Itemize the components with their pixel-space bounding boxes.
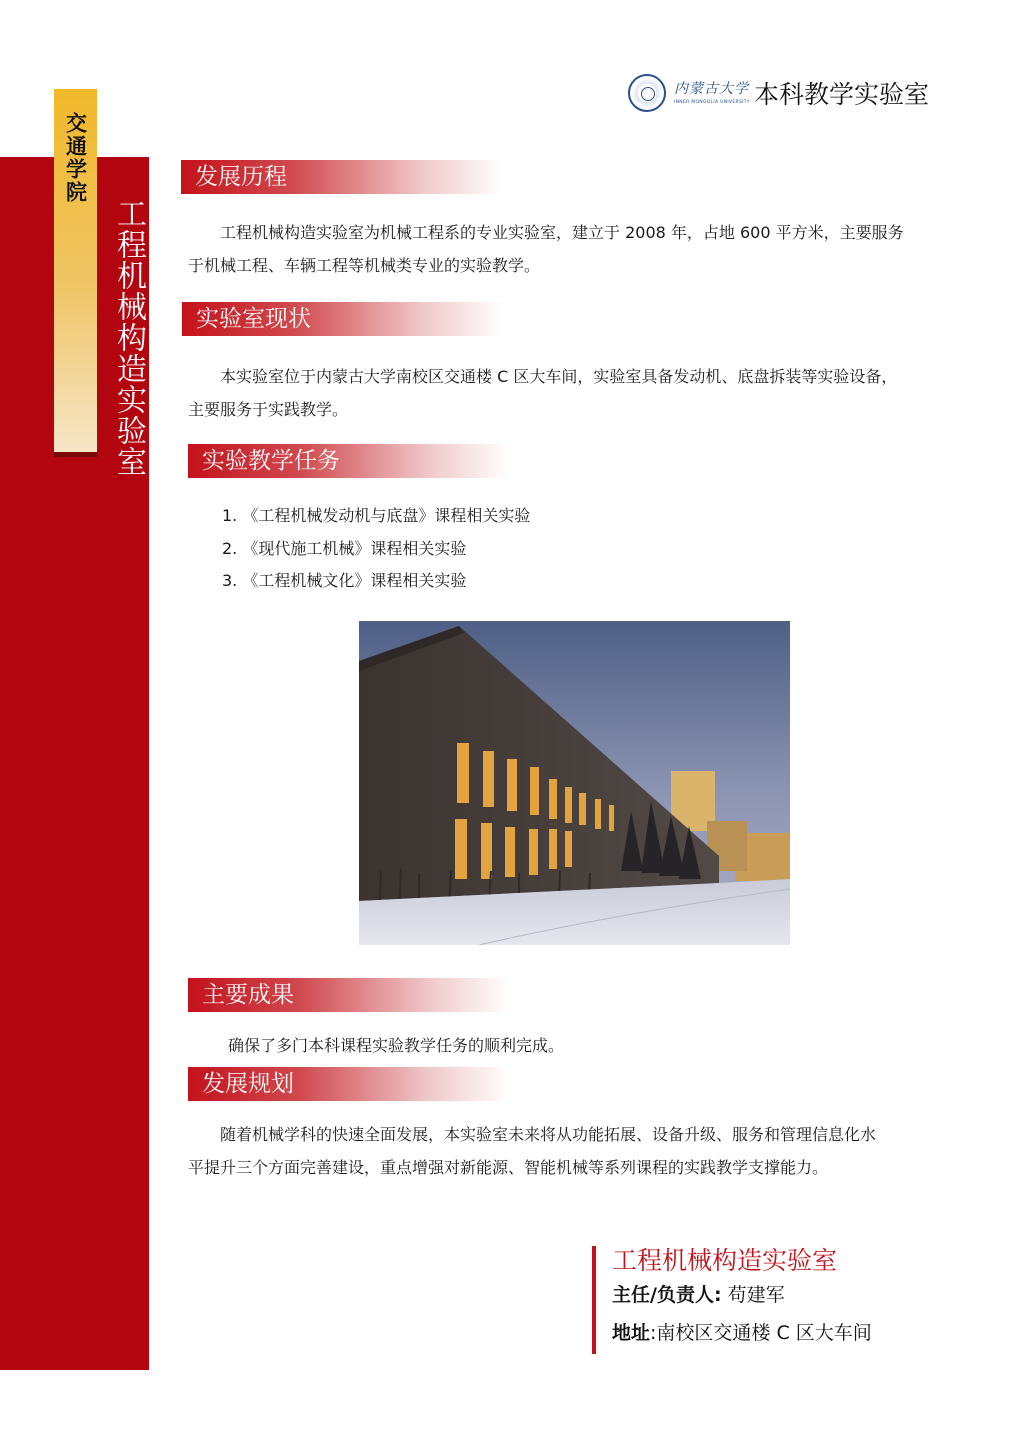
director-label: 主任/负责人: bbox=[612, 1284, 722, 1306]
lab-building-photo bbox=[359, 621, 790, 945]
section-heading-status: 实验室现状 bbox=[182, 302, 504, 336]
university-seal-icon bbox=[628, 74, 666, 112]
contact-card bbox=[592, 1246, 912, 1354]
address-value: :南校区交通楼 C 区大车间 bbox=[650, 1322, 872, 1344]
task-item: 2. 《现代施工机械》课程相关实验 bbox=[222, 538, 467, 558]
achievements-paragraph: 确保了多门本科课程实验教学任务的顺利完成。 bbox=[228, 1036, 565, 1055]
university-logotype bbox=[674, 81, 752, 105]
director-line bbox=[612, 1276, 912, 1314]
section-heading-tasks: 实验教学任务 bbox=[188, 444, 510, 478]
university-english: INNER MONGOLIA UNIVERSITY bbox=[674, 100, 750, 105]
director-name: 苟建军 bbox=[721, 1284, 785, 1306]
college-name: 交通学院 bbox=[63, 112, 89, 204]
address-line bbox=[612, 1314, 912, 1352]
section-heading-history: 发展历程 bbox=[181, 160, 503, 194]
address-label: 地址 bbox=[612, 1322, 651, 1344]
lab-name-vertical: 工程机械构造实验室 bbox=[111, 198, 146, 477]
task-item: 1. 《工程机械发动机与底盘》课程相关实验 bbox=[222, 506, 531, 525]
header-title: 本科教学实验室 bbox=[754, 80, 930, 109]
task-item: 3. 《工程机械文化》课程相关实验 bbox=[222, 571, 467, 590]
history-paragraph: 工程机械构造实验室为机械工程系的专业实验室，建立于 2008 年，占地 600 平方米，主要服务于机械工程、车辆工程等机械类专业的实验教学。 bbox=[188, 223, 904, 275]
plan-paragraph: 随着机械学科的快速全面发展，本实验室未来将从功能拓展、设备升级、服务和管理信息化水平提升三个方面完善建设，重点增强对新能源、智能机械等系列课程的实践教学支撑能力。 bbox=[188, 1125, 877, 1177]
contact-lab-name: 工程机械构造实验室 bbox=[612, 1246, 838, 1275]
status-paragraph: 本实验室位于内蒙古大学南校区交通楼 C 区大车间，实验室具备发动机、底盘拆装等实验设备，主要服务于实践教学。 bbox=[188, 367, 898, 419]
section-heading-plan: 发展规划 bbox=[188, 1067, 510, 1101]
university-script: 内蒙古大学 bbox=[674, 81, 749, 97]
header-brand bbox=[628, 70, 929, 116]
section-heading-achievements: 主要成果 bbox=[188, 978, 510, 1012]
task-list bbox=[222, 500, 530, 598]
